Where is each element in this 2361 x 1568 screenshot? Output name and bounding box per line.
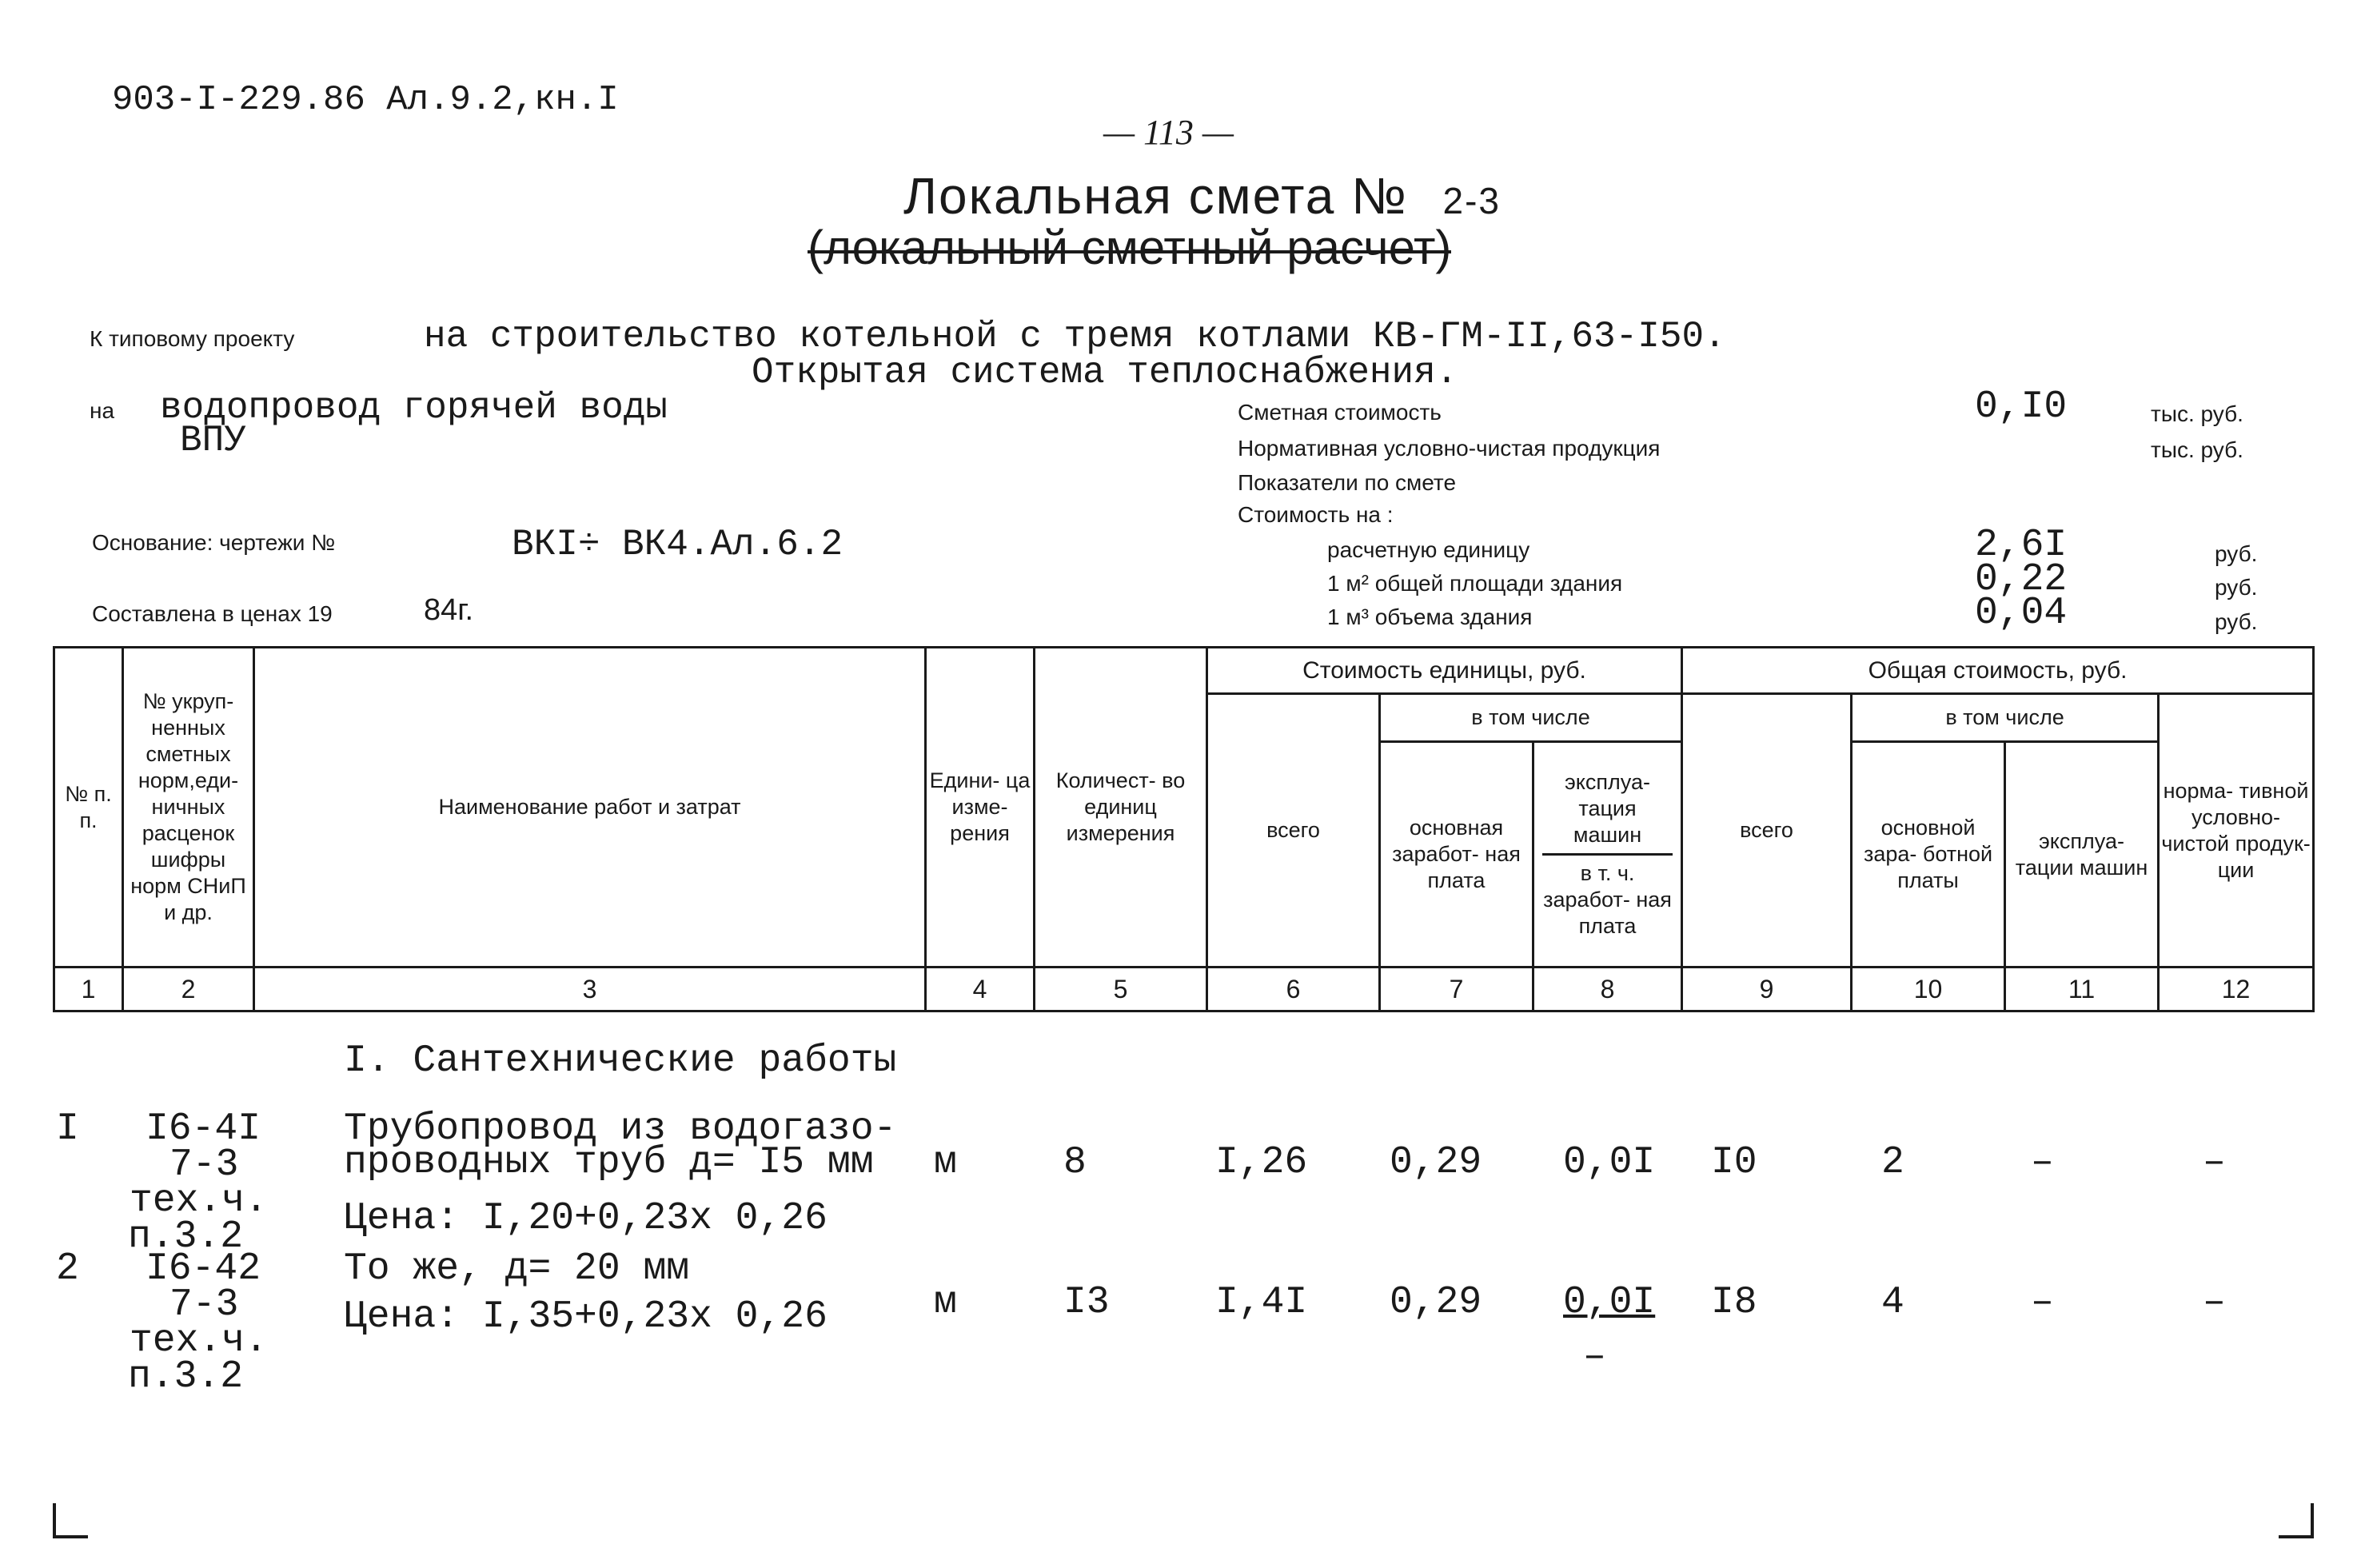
compiled-year: 84г.: [424, 593, 474, 627]
page-number: — 113 —: [1103, 113, 1234, 152]
per-volume-unit: руб.: [2215, 609, 2258, 634]
row-normative: –: [2203, 1141, 2226, 1184]
row-total-unit: I,4I: [1215, 1281, 1308, 1324]
title-number: 2-3: [1442, 180, 1502, 221]
column-number: 12: [2159, 968, 2314, 1011]
to-project-label: К типовому проекту: [90, 326, 295, 351]
row-qty: 8: [1063, 1141, 1087, 1184]
row-total-wage: 2: [1881, 1141, 1904, 1184]
row-normative: –: [2203, 1281, 2226, 1324]
project-line-1: на строительство котельной с тремя котлами КВ-ГМ-II,63-I50.: [424, 316, 1726, 357]
on-label: на: [90, 398, 115, 423]
row-machine: 0,0I: [1563, 1281, 1656, 1324]
row-machine-wage: –: [1583, 1335, 1606, 1378]
row-code4: п.3.2: [128, 1215, 244, 1259]
header-unit-total: всего: [1207, 694, 1380, 968]
column-number: 5: [1035, 968, 1207, 1011]
header-qty: Количест- во единиц измерения: [1035, 648, 1207, 968]
column-number: 2: [123, 968, 254, 1011]
row-code2: 7-3: [169, 1143, 239, 1187]
per-unit-value: 2,6I: [1975, 524, 2068, 567]
row-name1: То же, д= 20 мм: [344, 1247, 690, 1291]
normative-label: Нормативная условно-чистая продукция: [1238, 436, 1661, 461]
column-number: 4: [926, 968, 1035, 1011]
header-total: всего: [1682, 694, 1852, 968]
header-code: № укруп- ненных сметных норм,еди- ничных расценок шифры норм СНиП и др.: [123, 648, 254, 968]
document-code: 903-I-229.86 Ал.9.2,кн.I: [112, 80, 619, 120]
corner-mark-left: [53, 1503, 88, 1538]
row-num: 2: [56, 1247, 79, 1291]
row-name1: Трубопровод из водогазо-: [344, 1107, 897, 1151]
column-number: 8: [1533, 968, 1682, 1011]
header-total-cost: Общая стоимость, руб.: [1682, 648, 2314, 694]
header-num: № п. п.: [54, 648, 123, 968]
column-number-row: [54, 968, 2314, 1011]
row-price: Цена: I,35+0,23х 0,26: [344, 1295, 828, 1339]
row-name2: проводных труб д= I5 мм: [344, 1141, 874, 1184]
row-code3: тех.ч.: [130, 1319, 268, 1363]
basis-value: ВКI÷ ВК4.Ал.6.2: [512, 524, 843, 565]
header-machine-wage: в т. ч. заработ- ная плата: [1543, 861, 1672, 938]
row-total: I0: [1711, 1141, 1757, 1184]
compiled-label: Составлена в ценах 19: [92, 601, 333, 626]
per-area-unit: руб.: [2215, 575, 2258, 600]
header-incl-2: в том числе: [1852, 694, 2159, 742]
row-price: Цена: I,20+0,23х 0,26: [344, 1197, 828, 1240]
row-machine: 0,0I: [1563, 1141, 1656, 1184]
object-line-2: ВПУ: [180, 420, 246, 461]
header-wage: основная заработ- ная плата: [1380, 742, 1533, 968]
row-code1: I6-42: [146, 1247, 261, 1291]
row-total-machine: –: [2031, 1141, 2054, 1184]
header-machine-top: эксплуа- тация машин: [1542, 769, 1673, 856]
row-qty: I3: [1063, 1281, 1110, 1324]
basis-label: Основание: чертежи №: [92, 530, 336, 555]
row-code1: I6-4I: [146, 1107, 261, 1151]
row-total: I8: [1711, 1281, 1757, 1324]
per-area-value: 0,22: [1975, 558, 2068, 601]
header-incl: в том числе: [1380, 694, 1682, 742]
header-unit-cost: Стоимость единицы, руб.: [1207, 648, 1682, 694]
row-unit: м: [934, 1141, 957, 1184]
header-unit: Едини- ца изме- рения: [926, 648, 1035, 968]
per-area-label: 1 м² общей площади здания: [1327, 571, 1623, 596]
row-code4: п.3.2: [128, 1355, 244, 1398]
object-line-1: водопровод горячей воды: [160, 387, 668, 429]
row-total-machine: –: [2031, 1281, 2054, 1324]
header-total-wage: основной зара- ботной платы: [1852, 742, 2005, 968]
cost-per-label: Стоимость на :: [1238, 502, 1394, 527]
row-code3: тех.ч.: [130, 1179, 268, 1223]
header-total-machine: эксплуа- тации машин: [2005, 742, 2159, 968]
title-text: Локальная смета №: [903, 167, 1408, 225]
header-name: Наименование работ и затрат: [254, 648, 926, 968]
page-title: [903, 166, 1501, 225]
row-num: I: [56, 1107, 79, 1151]
row-wage: 0,29: [1390, 1281, 1482, 1324]
row-total-wage: 4: [1881, 1281, 1904, 1324]
column-number: 1: [54, 968, 123, 1011]
estimated-cost-unit: тыс. руб.: [2151, 401, 2243, 426]
project-line-2: Открытая система теплоснабжения.: [752, 352, 1458, 393]
indicators-label: Показатели по смете: [1238, 470, 1457, 495]
column-number: 11: [2005, 968, 2159, 1011]
column-number: 7: [1380, 968, 1533, 1011]
row-wage: 0,29: [1390, 1141, 1482, 1184]
header-machine: [1533, 742, 1682, 968]
subtitle-text: (локальный сметный расчет): [808, 221, 1452, 274]
normative-unit: тыс. руб.: [2151, 437, 2243, 462]
row-code2: 7-3: [169, 1283, 239, 1327]
page-subtitle: [808, 220, 1451, 275]
per-volume-label: 1 м³ объема здания: [1327, 604, 1533, 629]
estimate-table: [53, 646, 2315, 1012]
column-number: 10: [1852, 968, 2005, 1011]
estimated-cost-label: Сметная стоимость: [1238, 400, 1442, 425]
corner-mark-right: [2279, 1503, 2314, 1538]
row-total-unit: I,26: [1215, 1141, 1308, 1184]
section-title: I. Сантехнические работы: [344, 1039, 897, 1083]
column-number: 6: [1207, 968, 1380, 1011]
per-unit-unit: руб.: [2215, 541, 2258, 566]
estimated-cost-value: 0,I0: [1975, 385, 2068, 429]
strike-line: [808, 250, 1451, 253]
per-volume-value: 0,04: [1975, 592, 2068, 635]
row-unit: м: [934, 1281, 957, 1324]
header-normative: норма- тивной условно- чистой продук- ции: [2159, 694, 2314, 968]
per-unit-label: расчетную единицу: [1327, 537, 1530, 562]
column-number: 3: [254, 968, 926, 1011]
column-number: 9: [1682, 968, 1852, 1011]
